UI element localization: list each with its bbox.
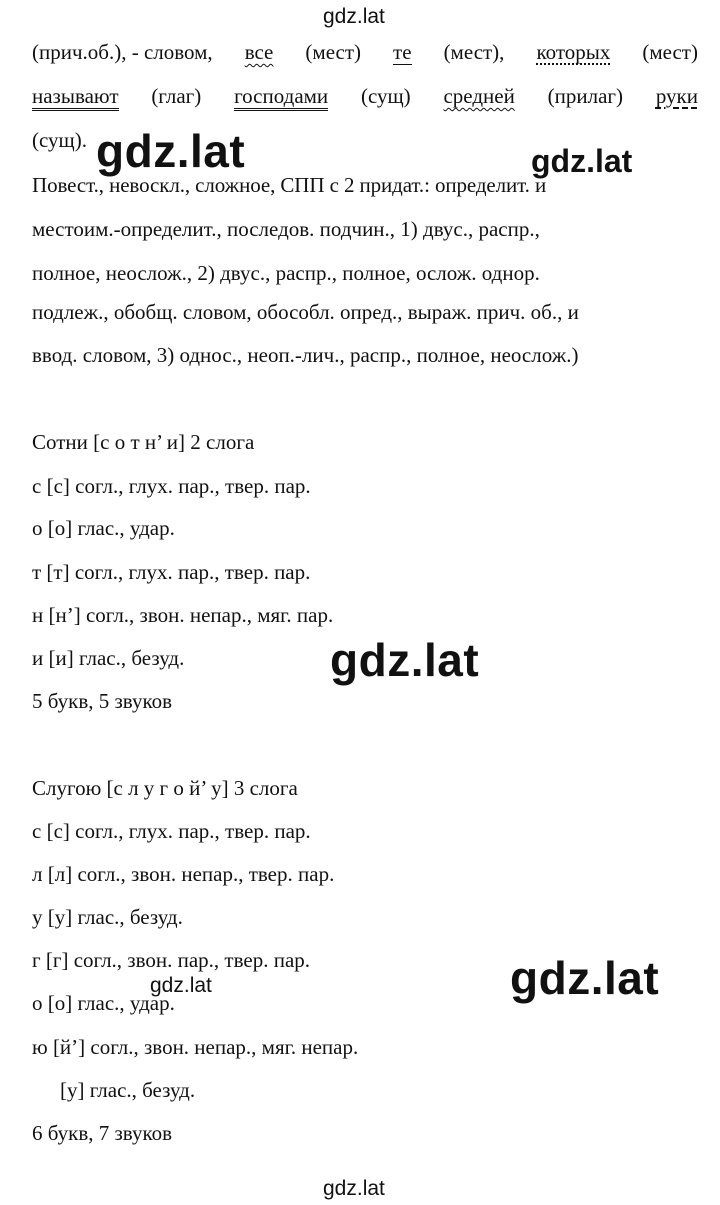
word1-row: о [о] глас., удар. <box>32 516 175 540</box>
parse-word-predicate: господами <box>234 86 328 111</box>
parse-word-underlined: которых <box>536 40 611 64</box>
word2-row: с [с] согл., глух. пар., твер. пар. <box>32 819 311 843</box>
parse-word-subject: те <box>393 40 412 64</box>
word2-row: [у] глас., безуд. <box>60 1078 196 1102</box>
word2-header: Слугою [с л у г о й’ у] 3 слога <box>32 776 298 800</box>
watermark-bottom-right: gdz.lat <box>510 952 660 1004</box>
description-line: ввод. словом, 3) однос., неоп.-лич., распр., полное, неослож.) <box>32 343 579 367</box>
watermark-small-mid: gdz.lat <box>150 974 212 997</box>
parse-word-attribute: средней <box>443 84 515 108</box>
parse-line-2 <box>32 86 698 111</box>
parse-text: (сущ) <box>360 84 411 108</box>
word1-header: Сотни [с о т н’ и] 2 слога <box>32 430 255 454</box>
parse-text: (мест), <box>443 40 505 64</box>
word2-summary: 6 букв, 7 звуков <box>32 1121 173 1145</box>
word1-summary: 5 букв, 5 звуков <box>32 689 173 713</box>
parse-text: (глаг) <box>151 84 202 108</box>
watermark-top: gdz.lat <box>323 5 385 28</box>
word2-row: о [о] глас., удар. <box>32 991 175 1015</box>
parse-line-1 <box>32 42 698 65</box>
parse-text: (мест) <box>305 40 362 64</box>
parse-line-3: (сущ). <box>32 128 87 152</box>
parse-word-underlined: все <box>244 40 274 64</box>
word1-row: с [с] согл., глух. пар., твер. пар. <box>32 474 311 498</box>
watermark-bottom: gdz.lat <box>323 1177 385 1200</box>
watermark-big-left: gdz.lat <box>96 125 246 177</box>
parse-word-predicate: называют <box>32 86 119 111</box>
word2-row: л [л] согл., звон. непар., твер. пар. <box>32 862 335 886</box>
parse-text: (прилаг) <box>547 84 624 108</box>
word2-row: у [у] глас., безуд. <box>32 905 183 929</box>
watermark-center: gdz.lat <box>330 634 480 686</box>
description-line: подлеж., обобщ. словом, обособл. опред., выраж. прич. об., и <box>32 300 579 324</box>
watermark-mid-right: gdz.lat <box>531 143 633 179</box>
description-line: полное, неослож., 2) двус., распр., полное, ослож. однор. <box>32 261 540 285</box>
word2-row: ю [й’] согл., звон. непар., мяг. непар. <box>32 1035 359 1059</box>
description-line: местоим.-определит., последов. подчин., 1) двус., распр., <box>32 217 540 241</box>
parse-text: (мест) <box>642 40 698 64</box>
word1-row: т [т] согл., глух. пар., твер. пар. <box>32 560 311 584</box>
word1-row: н [н’] согл., звон. непар., мяг. пар. <box>32 603 334 627</box>
parse-text: (прич.об.), - словом, <box>32 40 213 64</box>
description-line: Повест., невоскл., сложное, СПП с 2 придат.: определит. и <box>32 173 547 197</box>
word1-row: и [и] глас., безуд. <box>32 646 185 670</box>
word2-row: г [г] согл., звон. пар., твер. пар. <box>32 948 311 972</box>
parse-word-object: руки <box>655 84 698 108</box>
